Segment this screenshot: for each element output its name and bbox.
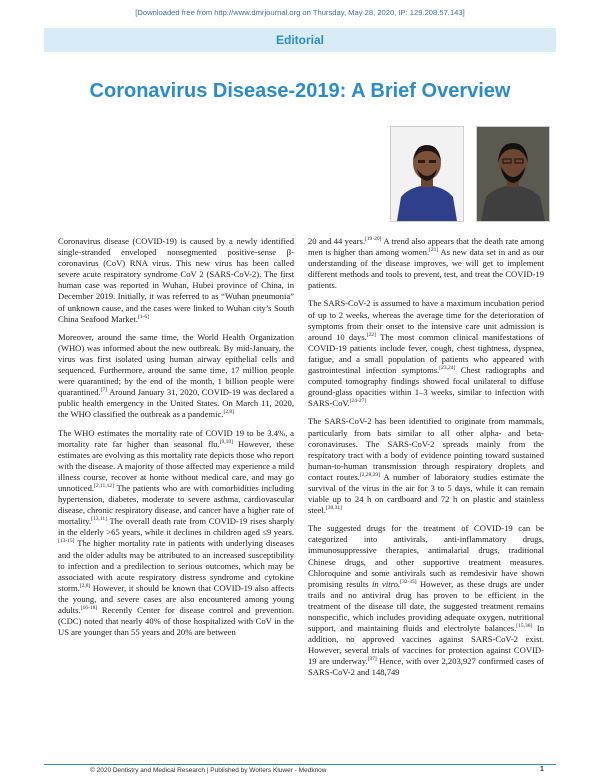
footer-credit: © 2020 Dentistry and Medical Research | Published by Wolters Kluwer - Medknow: [90, 767, 327, 774]
section-banner: [44, 28, 556, 52]
citation-ref: [1-6]: [137, 313, 149, 320]
paragraph-text: The most common clinical manifestations of COVID-19 patients include fever, cough, chest tightness, dyspnea, fatigue, and a small population of patients who appeared with gastrointestinal infection symptoms.: [308, 331, 545, 376]
paragraph-text: The overall death rate from COVID-19 rises sharply in the elderly >65 years, while it declines in children aged ≤9 years.: [58, 516, 294, 538]
citation-ref: [13,11]: [91, 516, 107, 523]
italic-text: in vitro.: [372, 578, 401, 589]
paragraph: [308, 416, 544, 516]
citation-ref: [2,8]: [223, 409, 234, 416]
page-number: 1: [540, 766, 544, 773]
paragraph-text: The higher mortality rate in patients with underlying diseases and the older adults may be attributed to an increased susceptibility to infection and a predilection to serious outcomes, which may be associated with acute respiratory distress syndrome and cytokine storm.: [58, 538, 294, 593]
download-notice: [Downloaded free from http://www.dmrjournal.org on Thursday, May 28, 2020, IP: 129.208.57.143]: [135, 8, 465, 17]
paragraph-text: Coronavirus disease (COVID-19) is caused by a newly identified single-stranded enveloped nonsegmented positive-sense β-coronavirus (CoV) RNA virus. This new virus has been called severe acute respiratory syndrome CoV 2 (SARS-CoV-2). The first human case was reported in Wuhan, Hubei province of China, in December 2019. Initially, it was referred to as “Wuhan pneumonia” of unknown cause, and the cases were linked to Wuhan city’s South China Seafood Market.: [58, 236, 294, 324]
paragraph-text: The WHO estimates the mortality rate of COVID 19 to be 3.4%, a mortality rate far higher than seasonal flu.: [58, 427, 294, 449]
paragraph-text: The suggested drugs for the treatment of COVID-19 can be categorized into antivirals, anti-inflammatory drugs, immunosuppressive therapies, antimalarial drugs, traditional Chinese drugs, and other supportive treatment measures. Chloroquine and some antivirals such as remdesivir have shown promising results: [308, 523, 544, 589]
citation-ref: [23,24]: [439, 365, 456, 372]
paragraph: [308, 523, 544, 678]
citation-ref: [13-15]: [58, 538, 75, 545]
section-label: Editorial: [275, 33, 324, 47]
paragraph-text: In addition, no approved vaccines against SARS-CoV-2 exist. However, several trials of vaccines for protection against COVID-19 are underway.: [308, 623, 544, 667]
citation-ref: [2,8]: [79, 582, 91, 589]
citation-ref: [21]: [429, 247, 439, 254]
right-column: [308, 236, 544, 686]
left-column: [58, 236, 294, 645]
citation-ref: [2,28,29]: [359, 472, 380, 479]
citation-ref: [7]: [100, 387, 108, 394]
paragraph: [308, 236, 544, 291]
paragraph-text: Chest radiographs and computed tomography findings showed focal unilateral to diffuse ground-glass opacities within 1–3 weeks, similar to infection with SARS-CoV.: [308, 365, 544, 409]
paragraph-text: A trend also appears that the death rate among men is higher than among women.: [308, 236, 544, 258]
author-photo-1: [390, 126, 464, 222]
citation-ref: [19-20]: [364, 236, 382, 243]
citation-ref: [37]: [367, 656, 377, 663]
paragraph: [58, 332, 294, 421]
paragraph-text: Moreover, around the same time, the World Health Organization (WHO) was informed about the new outbreak. By mid-January, the virus was first isolated using human airway epithelial cells and sequenced. Furthermore, around the same time, 17 million people were quarantined; by the end of the month, 1 billion people were quarantined.: [58, 331, 294, 398]
paragraph-text: 20 and 44 years.: [308, 236, 365, 246]
citation-ref: [9,10]: [219, 438, 233, 445]
paragraph-text: However, as these drugs are under trails and no antiviral drug has proven to be efficient in the treatment of the disease till date, the suggested treatment remains nonspecific, which includes providing adequate oxygen, nutritional support, and maintaining fluids and electrolyte balances.: [308, 578, 544, 634]
citation-ref: [30,31]: [325, 505, 342, 512]
footer-rule: [44, 764, 556, 765]
paragraph-text: The patients who are with comorbidities including hypertension, diabetes, moderate to severe asthma, cardiovascular disease, chronic respiratory disease, and cancer have a higher rate of mortality.: [58, 482, 294, 527]
paragraph-text: A number of laboratory studies estimate the survival of the virus in the air for 3 to 5 days, while it can remain viable up to 24 h on cardboard and 72 h on plastic and stainless steel.: [308, 471, 544, 516]
paragraph-text: However, these estimates are evolving as this mortality rate depicts those who report with the disease. A majority of those affected may experience a mild illness course, recover at home without medical care, and may go unnoticed.: [58, 438, 294, 493]
paragraph-text: The SARS-CoV-2 has been identified to originate from mammals, particularly from bats similar to all other alpha- and beta-coronaviruses. The SARS-CoV-2 spreads mainly from the respiratory tract with a body of evidence pointing toward sustained human-to-human transmission through respiratory droplets and contact routes.: [308, 416, 544, 482]
paragraph: [58, 428, 294, 639]
citation-ref: [15,36]: [516, 623, 533, 630]
paragraph-text: Hence, with over 2,203,927 confirmed cases of SARS-CoV-2 and 148,749: [308, 656, 544, 678]
citation-ref: [2,11,12]: [94, 483, 115, 490]
citation-ref: [24-27]: [349, 398, 367, 405]
citation-ref: [16-18]: [80, 605, 98, 612]
paragraph-text: Recently Center for disease control and prevention. (CDC) noted that nearly 40% of those hospitalized with CoV in the US are younger than 55 years and 20% are between: [58, 605, 294, 638]
paragraph: [308, 298, 544, 409]
paragraph-text: As new data set in and as our understanding of the disease improves, we will get to implement different methods and tools to prevent, test, and treat the COVID-19 patients.: [308, 247, 544, 291]
paragraph-text: However, it should be known that COVID-19 also affects the young, and severe cases are also encountered among young adults.: [58, 582, 294, 615]
paragraph: [58, 236, 294, 325]
author-photo-2: [476, 126, 550, 222]
citation-ref: [32-35]: [400, 578, 417, 585]
citation-ref: [22]: [366, 331, 377, 338]
paragraph-text: Around January 31, 2020, COVID-19 was declared a public health emergency in the United States. On March 11, 2020, the WHO classified the outbreak as a pandemic.: [58, 387, 294, 420]
article-title: Coronavirus Disease-2019: A Brief Overview: [89, 80, 511, 102]
paragraph-text: The SARS-CoV-2 is assumed to have a maximum incubation period of up to 2 weeks, whereas the average time for the deterioration of symptoms from their onset to the intensive care unit admission is around 10 days.: [308, 298, 544, 342]
